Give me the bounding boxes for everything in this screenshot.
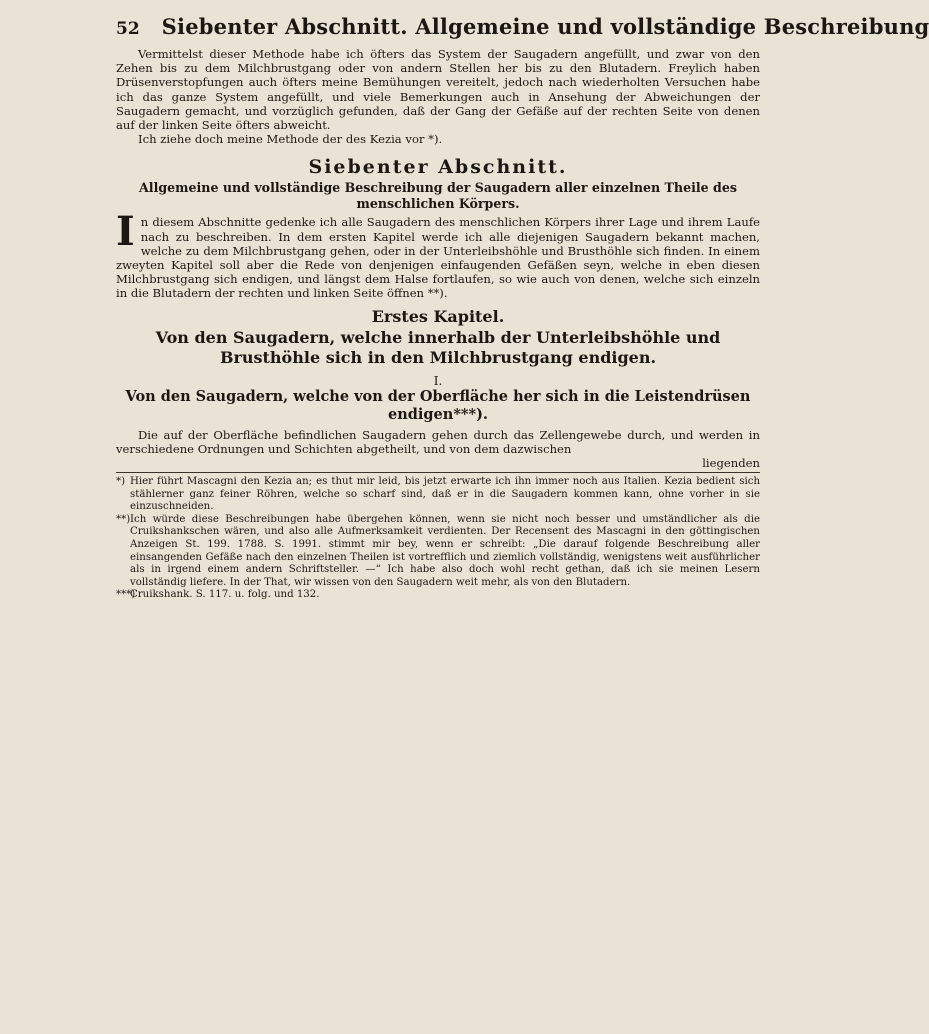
- subsection-number: I.: [433, 373, 443, 388]
- footnote-text: Ich würde diese Beschreibungen habe übergehen können, wenn sie nicht noch besser und umständlicher als die Cruikshankschen wären, und also alle Aufmerksamkeit verdienten. Der Recensent des Mascagni in den göttingischen Anzeigen St. 199. 1788. S. 1991. stimmt mir bey, wenn er schreibt: „Die darauf folgende Beschreibung aller einsangenden Gefäße nach den einzelnen Theilen ist vortrefflich und ziemlich vollständig, wenigstens weit ausführlicher als in irgend einem andern Schriftsteller. —“ Ich habe also doch wohl recht gethan, daß ich sie meinen Lesern vollständig liefere. In der That, wir wissen von den Saugadern weit mehr, als von den Blutadern.: [130, 513, 760, 588]
- page-number: 52: [116, 19, 140, 39]
- intro-paragraph-2: Ich ziehe doch meine Methode der des Kezia vor *).: [138, 132, 443, 147]
- page-header: [116, 14, 929, 39]
- catchword: liegenden: [702, 456, 760, 471]
- drop-cap: I: [116, 208, 135, 256]
- footnote-mark: ***): [116, 589, 136, 601]
- footnote: [116, 514, 760, 590]
- footnotes: [116, 476, 760, 602]
- footnote-text: Hier führt Mascagni den Kezia an; es thut mir leid, bis jetzt erwarte ich ihn immer noch aus Italien. Kezia bedient sich stählerner ganz feiner Röhren, welche so scharf sind, daß er in die Saugadern kommen kann, ohne vorher in sie einzuschneiden.: [130, 476, 760, 513]
- footnote-mark: *): [116, 476, 126, 488]
- section-body: [116, 208, 760, 301]
- footnote: [116, 589, 760, 602]
- intro-paragraph: Vermittelst dieser Methode habe ich öfters das System der Saugadern angefüllt, und zwar von den Zehen bis zu dem Milchbrustgang oder von andern Stellen her bis zu den Blutadern. Freylich haben Drüsenverstopfungen auch öfters meine Bemühungen vereitelt, jedoch nach wiederholten Versuchen habe ich das ganze System angefüllt, und viele Bemerkungen auch in Ansehung der Abweichungen der Saugadern gemacht, und vorzüglich gefunden, daß der Gang der Gefäße auf der rechten Seite von denen auf der linken Seite öfters abweicht.: [116, 47, 760, 133]
- running-title: Siebenter Abschnitt. Allgemeine und vollständige Beschreibung: [161, 14, 929, 39]
- footnote: [116, 476, 760, 514]
- section-heading: Siebenter Abschnitt.: [308, 156, 568, 179]
- section-subtitle: Allgemeine und vollständige Beschreibung der Saugadern aller einzelnen Theile des menschlichen Körpers.: [139, 180, 737, 212]
- chapter-title: Von den Saugadern, welche innerhalb der Unterleibshöhle und Brusthöhle sich in den Milchbrustgang endigen.: [155, 327, 721, 367]
- footnote-text: Cruikshank. S. 117. u. folg. und 132.: [130, 589, 320, 601]
- chapter-body: Die auf der Oberfläche befindlichen Saugadern gehen durch das Zellengewebe durch, und werden in verschiedene Ordnungen und Schichten abgetheilt, und von dem dazwischen: [116, 427, 760, 456]
- chapter-heading: Erstes Kapitel.: [371, 306, 505, 326]
- footnote-mark: **): [116, 513, 131, 525]
- subsection-title: Von den Saugadern, welche von der Oberfläche her sich in die Leistendrüsen endigen***).: [125, 387, 751, 423]
- footnote-rule: [116, 472, 760, 473]
- section-body-text: n diesem Abschnitte gedenke ich alle Saugadern des menschlichen Körpers ihrer Lage und ihrem Laufe nach zu beschreiben. In dem ersten Kapitel werde ich alle diejenigen Saugadern bekannt machen, welche zu dem Milchbrustgang gehen, oder in der Unterleibshöhle und Brusthöhle sich finden. In einem zweyten Kapitel soll aber die Rede von denjenigen einfaugenden Gefäßen seyn, welche in eben diesen Milchbrustgang sich endigen, und längst dem Halse fortlaufen, so wie auch von denen, welche sich einzeln in die Blutadern der rechten und linken Seite öffnen **).: [116, 215, 760, 301]
